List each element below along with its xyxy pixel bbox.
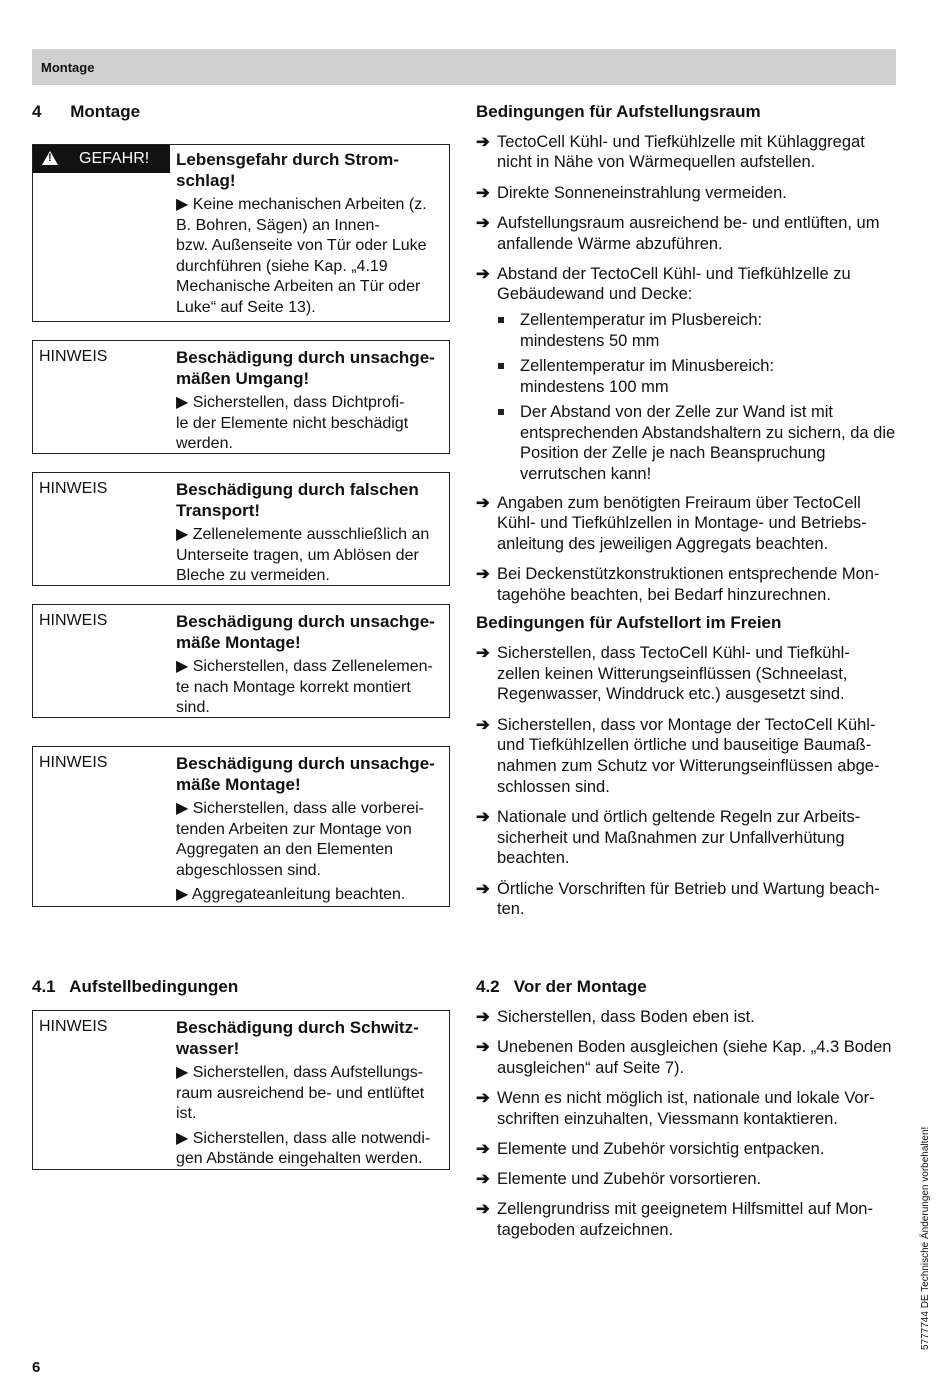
- list-item: [476, 1169, 902, 1190]
- list-item-text: Örtliche Vorschriften für Betrieb und Wartung beach- ten.: [497, 879, 880, 919]
- action-step: ▶ Sicherstellen, dass alle vorberei- tenden Arbeiten zur Montage von Aggregaten an den Elementen abgeschlossen sind.: [176, 800, 424, 879]
- list-item-text: Bei Deckenstützkonstruktionen entsprechende Mon- tagehöhe beachten, bei Bedarf hinzurechnen.: [497, 565, 880, 605]
- list-item-text: Zellengrundriss mit geeignetem Hilfsmittel auf Mon- tageboden aufzeichnen.: [497, 1200, 873, 1239]
- list-item-text: Aufstellungsraum ausreichend be- und entlüften, um anfallende Wärme abzuführen.: [497, 213, 880, 253]
- action-step: ▶ Zellenelemente ausschließlich an Unterseite tragen, um Ablösen der Bleche zu vermeiden.: [176, 526, 430, 584]
- danger-box: [32, 144, 450, 322]
- list-item: [476, 1037, 902, 1078]
- arrow-bullet-icon: ➔: [476, 1200, 490, 1219]
- square-bullet-icon: [498, 317, 504, 323]
- raum-list: [476, 132, 902, 305]
- arrow-bullet-icon: ➔: [476, 213, 490, 232]
- square-bullet-icon: [498, 409, 504, 415]
- danger-label: [33, 145, 170, 173]
- danger-label-text: GEFAHR!: [79, 150, 150, 167]
- list-item: [476, 1199, 902, 1240]
- section-4-number: 4: [32, 102, 42, 121]
- heading-freien: Bedingungen für Aufstellort im Freien: [476, 613, 782, 633]
- arrow-bullet-icon: ➔: [476, 183, 490, 202]
- list-item-text: Direkte Sonneneinstrahlung vermeiden.: [497, 183, 787, 202]
- action-step: ▶ Keine mechanischen Arbeiten (z. B. Bohren, Sägen) an Innen- bzw. Außenseite von Tür oder Luke durchführen (siehe Kap. „4.19 Mechanische Arbeiten an Tür oder Luke“ auf Seite 13).: [176, 196, 427, 316]
- arrow-bullet-icon: ➔: [476, 1037, 490, 1056]
- section-41-heading: 4.1 Aufstellbedingungen: [32, 977, 239, 996]
- frei-list: [476, 643, 902, 920]
- arrow-bullet-icon: ➔: [476, 879, 490, 898]
- list-item: [476, 1088, 902, 1129]
- notice-label: HINWEIS: [39, 480, 108, 497]
- notice-actions: [176, 1063, 441, 1170]
- notice-title: Beschädigung durch unsachge- mäße Montage!: [176, 754, 435, 794]
- notice-actions: [176, 799, 441, 906]
- sub-list-item: [476, 310, 902, 351]
- notice-title: Beschädigung durch unsachge- mäße Montage!: [176, 612, 435, 652]
- action-step: ▶ Sicherstellen, dass Aufstellungs- raum ausreichend be- und entlüftet ist.: [176, 1064, 425, 1122]
- list-42: [476, 1007, 902, 1241]
- document-code: 5777744 DE Technische Änderungen vorbehalten!: [920, 1126, 931, 1350]
- list-item: [476, 493, 902, 555]
- arrow-bullet-icon: ➔: [476, 715, 490, 734]
- warning-triangle-icon: [42, 151, 58, 165]
- square-bullet-icon: [498, 363, 504, 369]
- sub-list-item-text: Der Abstand von der Zelle zur Wand ist mit entsprechenden Abstandshaltern zu sichern, da die Position der Zelle je nach Beanspruchung verrutschen kann!: [520, 402, 896, 484]
- raum-sublist: [476, 310, 902, 485]
- list-item: [476, 183, 902, 204]
- header-bar: [32, 49, 896, 85]
- notice-box-3: [32, 604, 450, 718]
- arrow-bullet-icon: ➔: [476, 264, 490, 283]
- arrow-bullet-icon: ➔: [476, 1139, 490, 1158]
- action-step: ▶ Sicherstellen, dass Dichtprofi- le der Elemente nicht beschädigt werden.: [176, 394, 409, 452]
- right-column-top: [476, 102, 902, 929]
- notice-title: Beschädigung durch unsachge- mäßen Umgang!: [176, 348, 435, 388]
- arrow-bullet-icon: ➔: [476, 807, 490, 826]
- list-item: [476, 715, 902, 798]
- list-item: [476, 643, 902, 705]
- list-item-text: Nationale und örtlich geltende Regeln zur Arbeits- sicherheit und Maßnahmen zur Unfallverhütung beachten.: [497, 807, 861, 868]
- notice-box-1: [32, 340, 450, 454]
- list-item-text: Unebenen Boden ausgleichen (siehe Kap. „4.3 Boden ausgleichen“ auf Seite 7).: [497, 1037, 892, 1077]
- list-item-text: Sicherstellen, dass vor Montage der TectoCell Kühl- und Tiefkühlzellen örtliche und bauseitige Baumaß- nahmen zum Schutz vor Witterungseinflüssen abge- schlossen sind.: [497, 715, 880, 796]
- arrow-bullet-icon: ➔: [476, 1169, 490, 1188]
- notice-actions: [176, 525, 441, 587]
- notice-label: HINWEIS: [39, 612, 108, 629]
- notice-actions: [176, 657, 441, 719]
- page-number: 6: [32, 1359, 41, 1376]
- list-item-text: Elemente und Zubehör vorsortieren.: [497, 1169, 762, 1188]
- arrow-bullet-icon: ➔: [476, 132, 490, 151]
- list-item: [476, 1139, 902, 1160]
- list-item: [476, 1007, 902, 1028]
- notice-box-2: [32, 472, 450, 586]
- section-4-heading: [32, 102, 140, 122]
- list-item: [476, 213, 902, 254]
- notice-label: HINWEIS: [39, 348, 108, 365]
- list-item-text: Elemente und Zubehör vorsichtig entpacken.: [497, 1139, 825, 1158]
- raum-list-2: [476, 493, 902, 606]
- notice-title: Beschädigung durch falschen Transport!: [176, 480, 419, 520]
- header-label: Montage: [41, 60, 95, 75]
- notice-title: Beschädigung durch Schwitz- wasser!: [176, 1018, 419, 1058]
- list-item: [476, 264, 902, 305]
- list-item-text: Wenn es nicht möglich ist, nationale und lokale Vor- schriften einzuhalten, Viessmann kontaktieren.: [497, 1088, 875, 1128]
- list-item-text: Sicherstellen, dass Boden eben ist.: [497, 1007, 755, 1026]
- action-step: ▶ Sicherstellen, dass Zellenelemen- te nach Montage korrekt montiert sind.: [176, 658, 433, 716]
- notice-label: HINWEIS: [39, 754, 108, 771]
- list-item: [476, 807, 902, 869]
- list-item-text: Sicherstellen, dass TectoCell Kühl- und Tiefkühl- zellen keinen Witterungseinflüssen (Schneelast, Regenwasser, Winddruck etc.) ausgesetzt sind.: [497, 643, 850, 704]
- list-item-text: Angaben zum benötigten Freiraum über TectoCell Kühl- und Tiefkühlzellen in Montage- und Betriebs- anleitung des jeweiligen Aggregats beachten.: [497, 493, 867, 554]
- list-item: [476, 564, 902, 605]
- sub-list-item: [476, 402, 902, 485]
- notice-actions: [176, 393, 441, 455]
- list-item: [476, 879, 902, 920]
- action-step: ▶ Sicherstellen, dass alle notwendi- gen Abstände eingehalten werden.: [176, 1129, 431, 1167]
- right-column-bottom: [476, 977, 902, 1250]
- sub-list-item-text: Zellentemperatur im Plusbereich: mindestens 50 mm: [520, 311, 763, 350]
- arrow-bullet-icon: ➔: [476, 493, 490, 512]
- section-4-title: Montage: [70, 102, 141, 121]
- sub-list-item: [476, 356, 902, 397]
- arrow-bullet-icon: ➔: [476, 565, 490, 584]
- arrow-bullet-icon: ➔: [476, 643, 490, 662]
- list-item: [476, 132, 902, 173]
- list-item-text: Abstand der TectoCell Kühl- und Tiefkühlzelle zu Gebäudewand und Decke:: [497, 264, 851, 304]
- notice-label: HINWEIS: [39, 1018, 108, 1035]
- list-item-text: TectoCell Kühl- und Tiefkühlzelle mit Kühlaggregat nicht in Nähe von Wärmequellen aufstellen.: [497, 132, 865, 172]
- sub-list-item-text: Zellentemperatur im Minusbereich: mindestens 100 mm: [520, 357, 775, 396]
- action-step: ▶ Aggregateanleitung beachten.: [176, 886, 406, 903]
- arrow-bullet-icon: ➔: [476, 1088, 490, 1107]
- notice-box-4: [32, 746, 450, 907]
- section-42-heading: 4.2 Vor der Montage: [476, 977, 647, 996]
- notice-box-sweat: [32, 1010, 450, 1170]
- heading-aufstellungsraum: Bedingungen für Aufstellungsraum: [476, 102, 761, 121]
- arrow-bullet-icon: ➔: [476, 1007, 490, 1026]
- danger-title: Lebensgefahr durch Strom- schlag!: [176, 150, 399, 190]
- danger-actions: [176, 195, 441, 318]
